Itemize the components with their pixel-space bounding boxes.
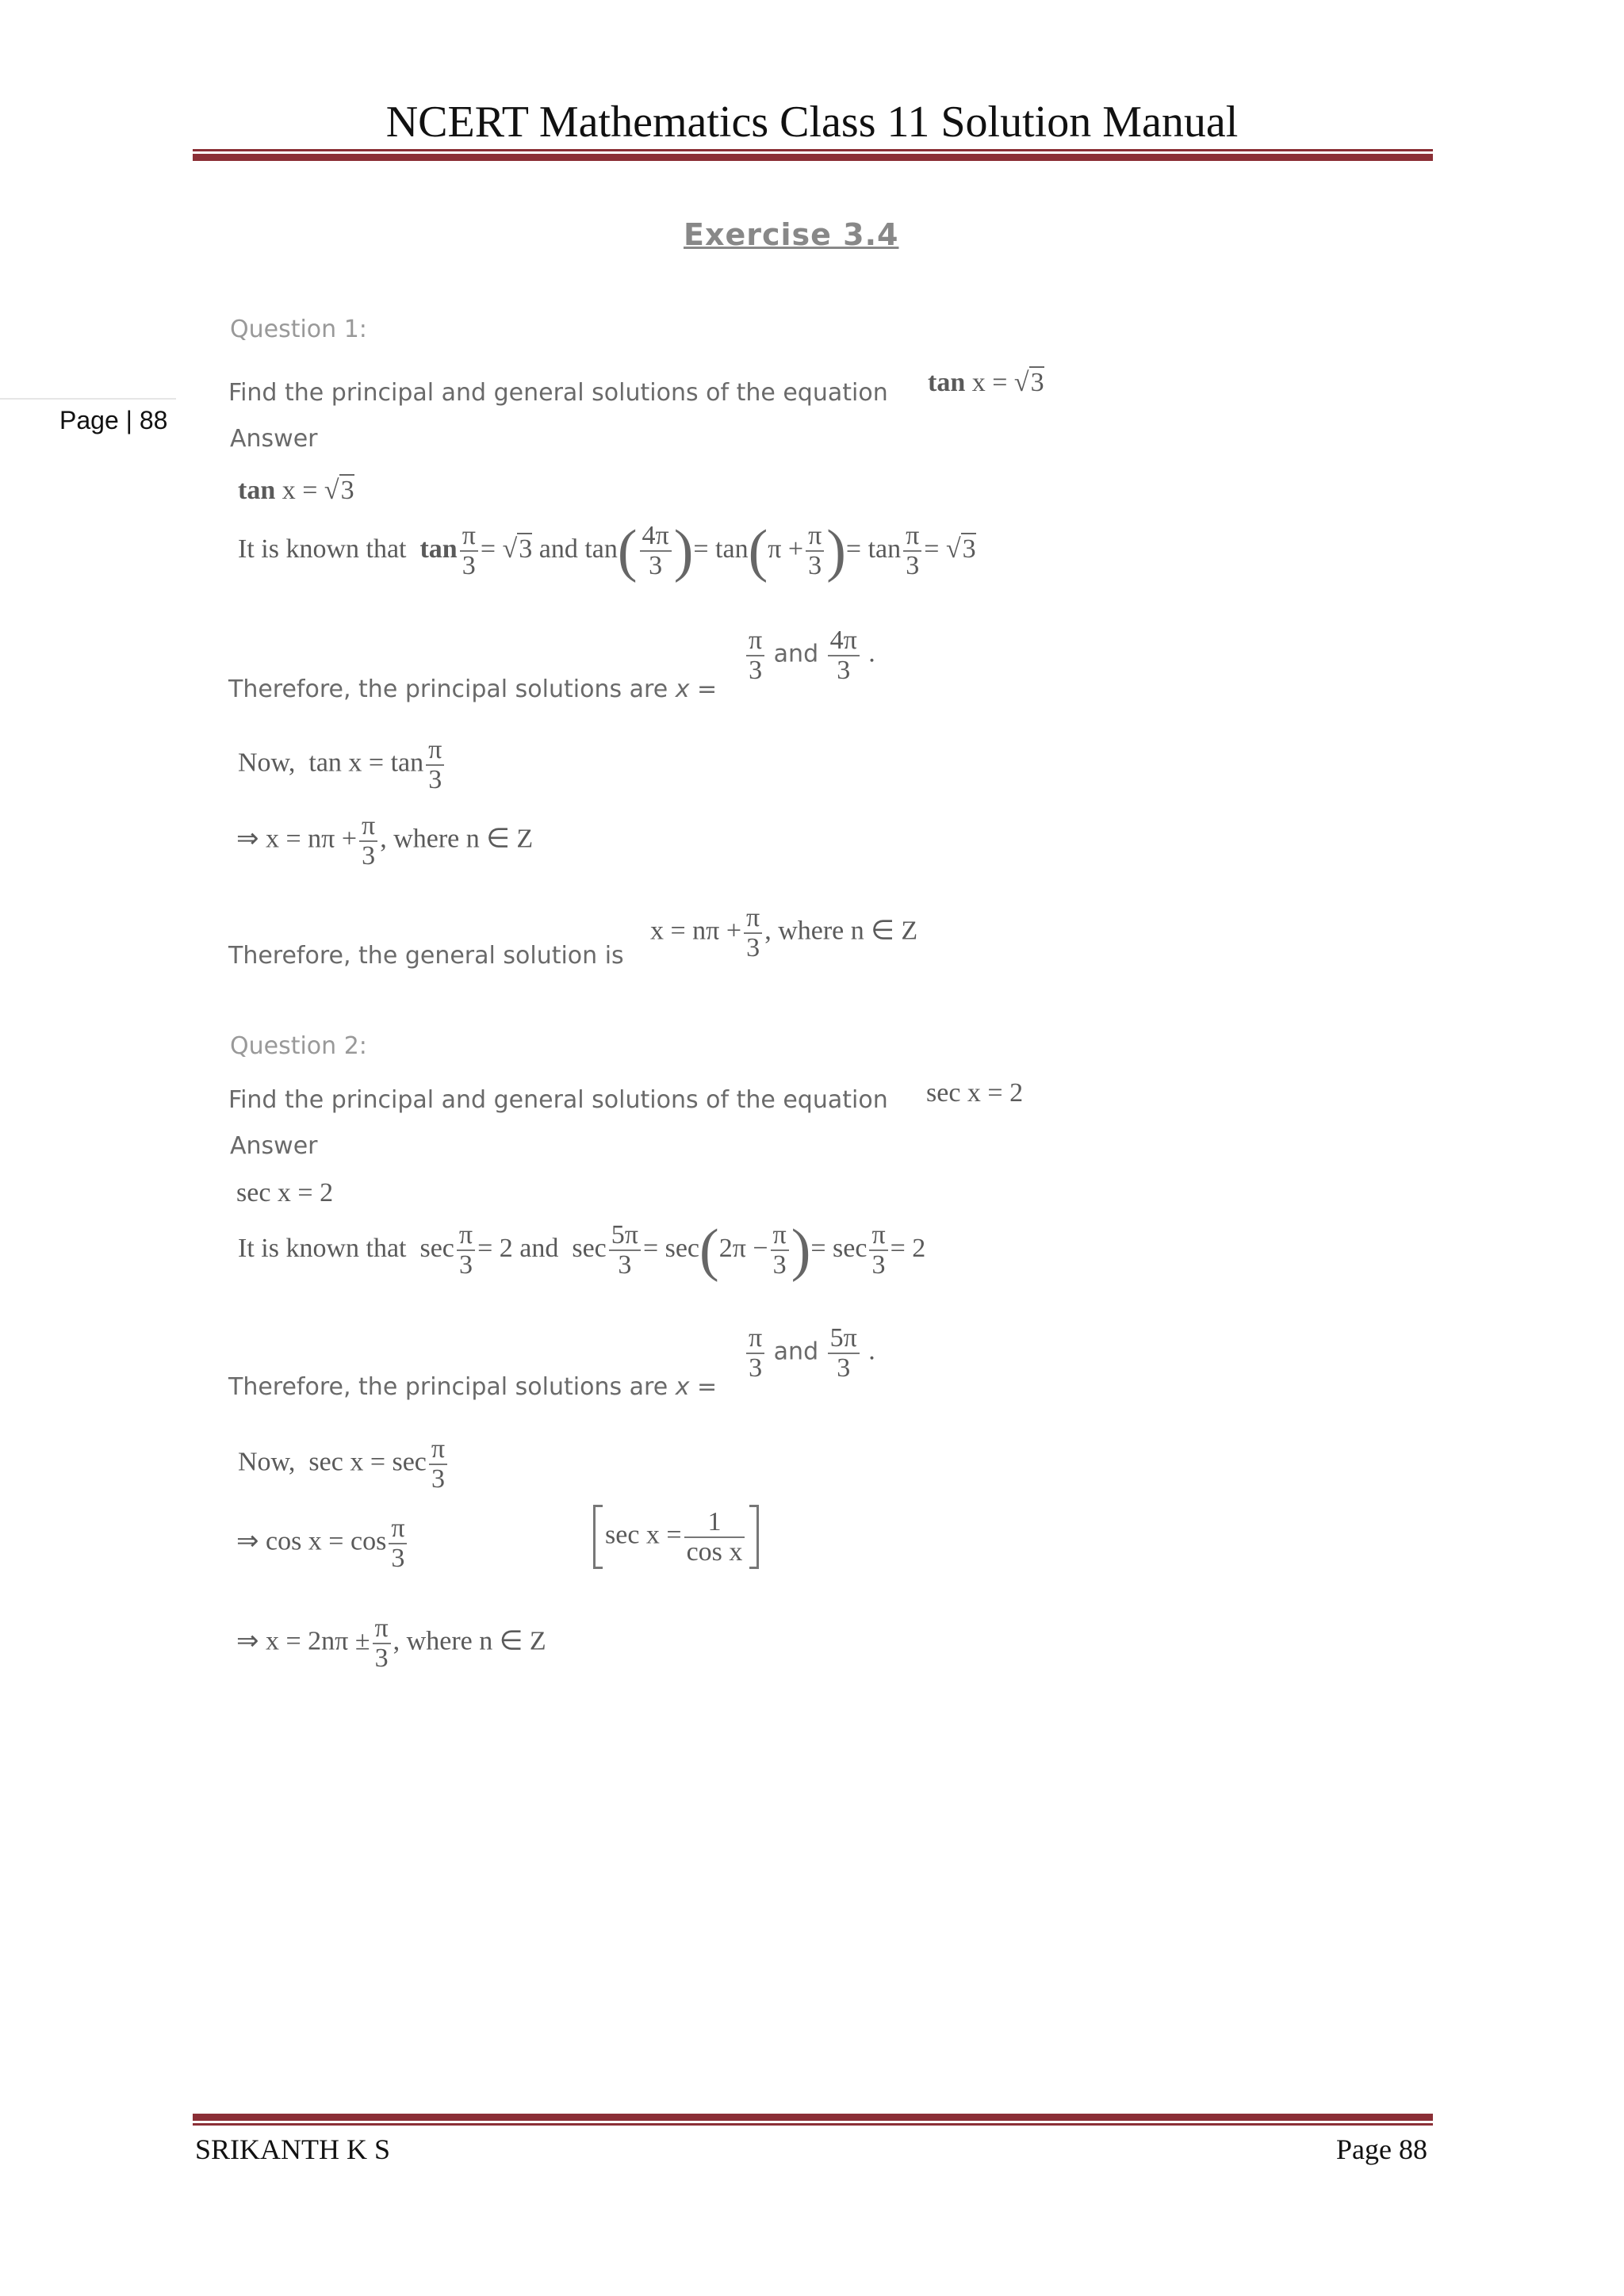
q2-step-now: Now, sec x = sec $\frac{\pi}{3}$ bbox=[238, 1435, 450, 1493]
question-1-answer-label: Answer bbox=[230, 425, 318, 453]
q2-step-sec-eq: sec x = 2 bbox=[236, 1178, 334, 1207]
footer-rule-thin bbox=[193, 2123, 1433, 2126]
q2-step-general: ⇒ x = 2nπ ± $\frac{\pi}{3}$ , where n ∈ Z bbox=[236, 1613, 546, 1673]
header-rule-thin bbox=[193, 149, 1433, 151]
question-1-heading: Question 1: bbox=[230, 316, 367, 343]
q1-general-value: x = nπ + $\frac{\pi}{3}$ , where n ∈ Z bbox=[650, 903, 918, 962]
page-header-title: NCERT Mathematics Class 11 Solution Manual bbox=[385, 98, 1239, 147]
exercise-title: Exercise 3.4 bbox=[684, 217, 899, 252]
q1-step-tan-eq: tan x = √3 bbox=[238, 476, 354, 505]
q2-principal-values: $\frac{\pi}{3}$ and $\frac{5\pi}{3}$ . bbox=[744, 1324, 875, 1382]
q2-principal-text: Therefore, the principal solutions are x = bbox=[228, 1373, 718, 1401]
question-1-prompt: Find the principal and general solutions of the equation bbox=[228, 379, 888, 407]
q2-principal-prefix: Therefore, the principal solutions are bbox=[228, 1373, 668, 1401]
question-2-prompt: Find the principal and general solutions of the equation bbox=[228, 1086, 888, 1114]
footer-rule-thick bbox=[193, 2114, 1433, 2121]
header-rule-thick bbox=[193, 154, 1433, 161]
side-rule bbox=[0, 398, 176, 400]
question-2-answer-label: Answer bbox=[230, 1132, 318, 1160]
question-2-equation: sec x = 2 bbox=[926, 1078, 1024, 1108]
q2-step-cos: ⇒ cos x = cos $\frac{\pi}{3}$ bbox=[236, 1514, 409, 1572]
q1-general-text: Therefore, the general solution is bbox=[228, 942, 624, 970]
q1-principal-values: $\frac{\pi}{3}$ and $\frac{4\pi}{3}$ . bbox=[744, 626, 875, 684]
q1-step-implies: ⇒ x = nπ + $\frac{\pi}{3}$ , where n ∈ Z bbox=[236, 811, 534, 871]
footer-author: SRIKANTH K S bbox=[195, 2133, 391, 2165]
footer-page-number: Page 88 bbox=[1336, 2133, 1427, 2165]
q2-step-known: It is known that sec $\frac{\pi}{3}$ = 2 and sec $\frac{5\pi}{3}$ = sec(2π − $\frac{\pi}{3}$ )= sec $\frac{\pi}{3}$ = 2 bbox=[238, 1218, 926, 1283]
q1-principal-prefix: Therefore, the principal solutions are bbox=[228, 675, 668, 703]
question-1-equation: tan x = √3 bbox=[928, 368, 1044, 397]
q1-step-now: Now, tan x = tan $\frac{\pi}{3}$ bbox=[238, 736, 446, 794]
q2-identity-bracket: sec x = $\frac{1}{\text{cos x}}$ bbox=[593, 1505, 759, 1569]
question-2-heading: Question 2: bbox=[230, 1032, 367, 1060]
side-page-label: Page | 88 bbox=[59, 406, 168, 434]
q1-and: and bbox=[773, 640, 819, 668]
q1-step-known: It is known that tan $\frac{\pi}{3}$ = √3 and tan( $\frac{4\pi}{3}$ )= tan(π + $\frac{\pi}{3}$ )= tan $\frac{\pi}{3}$ = √3 bbox=[238, 519, 976, 584]
q1-principal-text: Therefore, the principal solutions are x = bbox=[228, 675, 718, 703]
q2-and: and bbox=[773, 1337, 819, 1366]
